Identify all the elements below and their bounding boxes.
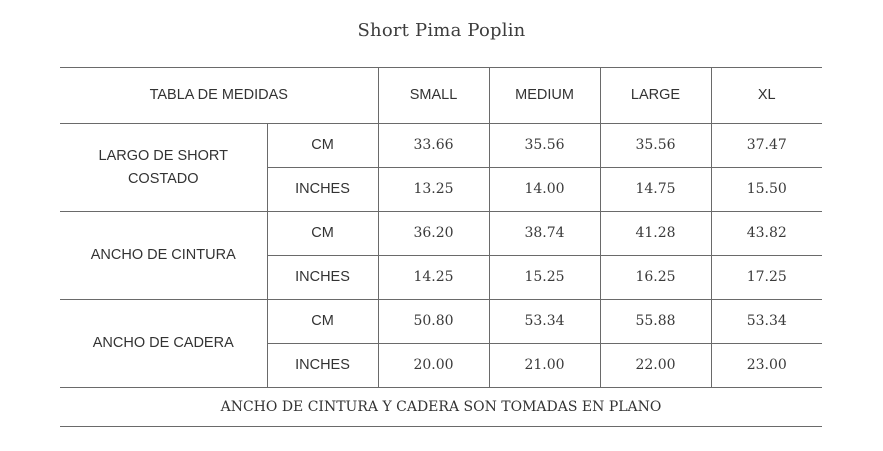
unit-inches: INCHES bbox=[267, 168, 378, 212]
unit-inches: INCHES bbox=[267, 344, 378, 388]
measurement-label-line1: ANCHO DE CINTURA bbox=[90, 247, 236, 263]
measurement-label bbox=[60, 212, 267, 300]
value-cell: 43.82 bbox=[711, 212, 822, 256]
value-cell: 13.25 bbox=[378, 168, 489, 212]
size-header-large: LARGE bbox=[600, 68, 711, 124]
value-cell: 21.00 bbox=[489, 344, 600, 388]
value-cell: 38.74 bbox=[489, 212, 600, 256]
table-row bbox=[60, 124, 822, 168]
measurement-label-line2: COSTADO bbox=[127, 170, 199, 187]
size-header-medium: MEDIUM bbox=[489, 68, 600, 124]
value-cell: 15.50 bbox=[711, 168, 822, 212]
measurement-label-line1: LARGO DE SHORT bbox=[98, 147, 228, 164]
value-cell: 53.34 bbox=[489, 300, 600, 344]
unit-cm: CM bbox=[267, 212, 378, 256]
table-footnote: ANCHO DE CINTURA Y CADERA SON TOMADAS EN PLANO bbox=[60, 388, 822, 427]
value-cell: 50.80 bbox=[378, 300, 489, 344]
table-row bbox=[60, 212, 822, 256]
size-chart-table bbox=[60, 67, 822, 427]
unit-inches: INCHES bbox=[267, 256, 378, 300]
table-footer-row bbox=[60, 388, 822, 427]
value-cell: 35.56 bbox=[600, 124, 711, 168]
value-cell: 14.00 bbox=[489, 168, 600, 212]
value-cell: 23.00 bbox=[711, 344, 822, 388]
measurement-label bbox=[60, 300, 267, 388]
page-title: Short Pima Poplin bbox=[357, 20, 526, 41]
table-header-row bbox=[60, 68, 822, 124]
value-cell: 55.88 bbox=[600, 300, 711, 344]
value-cell: 53.34 bbox=[711, 300, 822, 344]
value-cell: 37.47 bbox=[711, 124, 822, 168]
table-row bbox=[60, 300, 822, 344]
measurement-label-line1: ANCHO DE CADERA bbox=[92, 335, 234, 351]
size-header-small: SMALL bbox=[378, 68, 489, 124]
value-cell: 36.20 bbox=[378, 212, 489, 256]
corner-header: TABLA DE MEDIDAS bbox=[60, 68, 378, 124]
value-cell: 41.28 bbox=[600, 212, 711, 256]
value-cell: 14.75 bbox=[600, 168, 711, 212]
value-cell: 35.56 bbox=[489, 124, 600, 168]
unit-cm: CM bbox=[267, 300, 378, 344]
measurement-label bbox=[60, 124, 267, 212]
value-cell: 15.25 bbox=[489, 256, 600, 300]
value-cell: 22.00 bbox=[600, 344, 711, 388]
value-cell: 33.66 bbox=[378, 124, 489, 168]
size-header-xl: XL bbox=[711, 68, 822, 124]
value-cell: 16.25 bbox=[600, 256, 711, 300]
unit-cm: CM bbox=[267, 124, 378, 168]
value-cell: 17.25 bbox=[711, 256, 822, 300]
value-cell: 20.00 bbox=[378, 344, 489, 388]
value-cell: 14.25 bbox=[378, 256, 489, 300]
